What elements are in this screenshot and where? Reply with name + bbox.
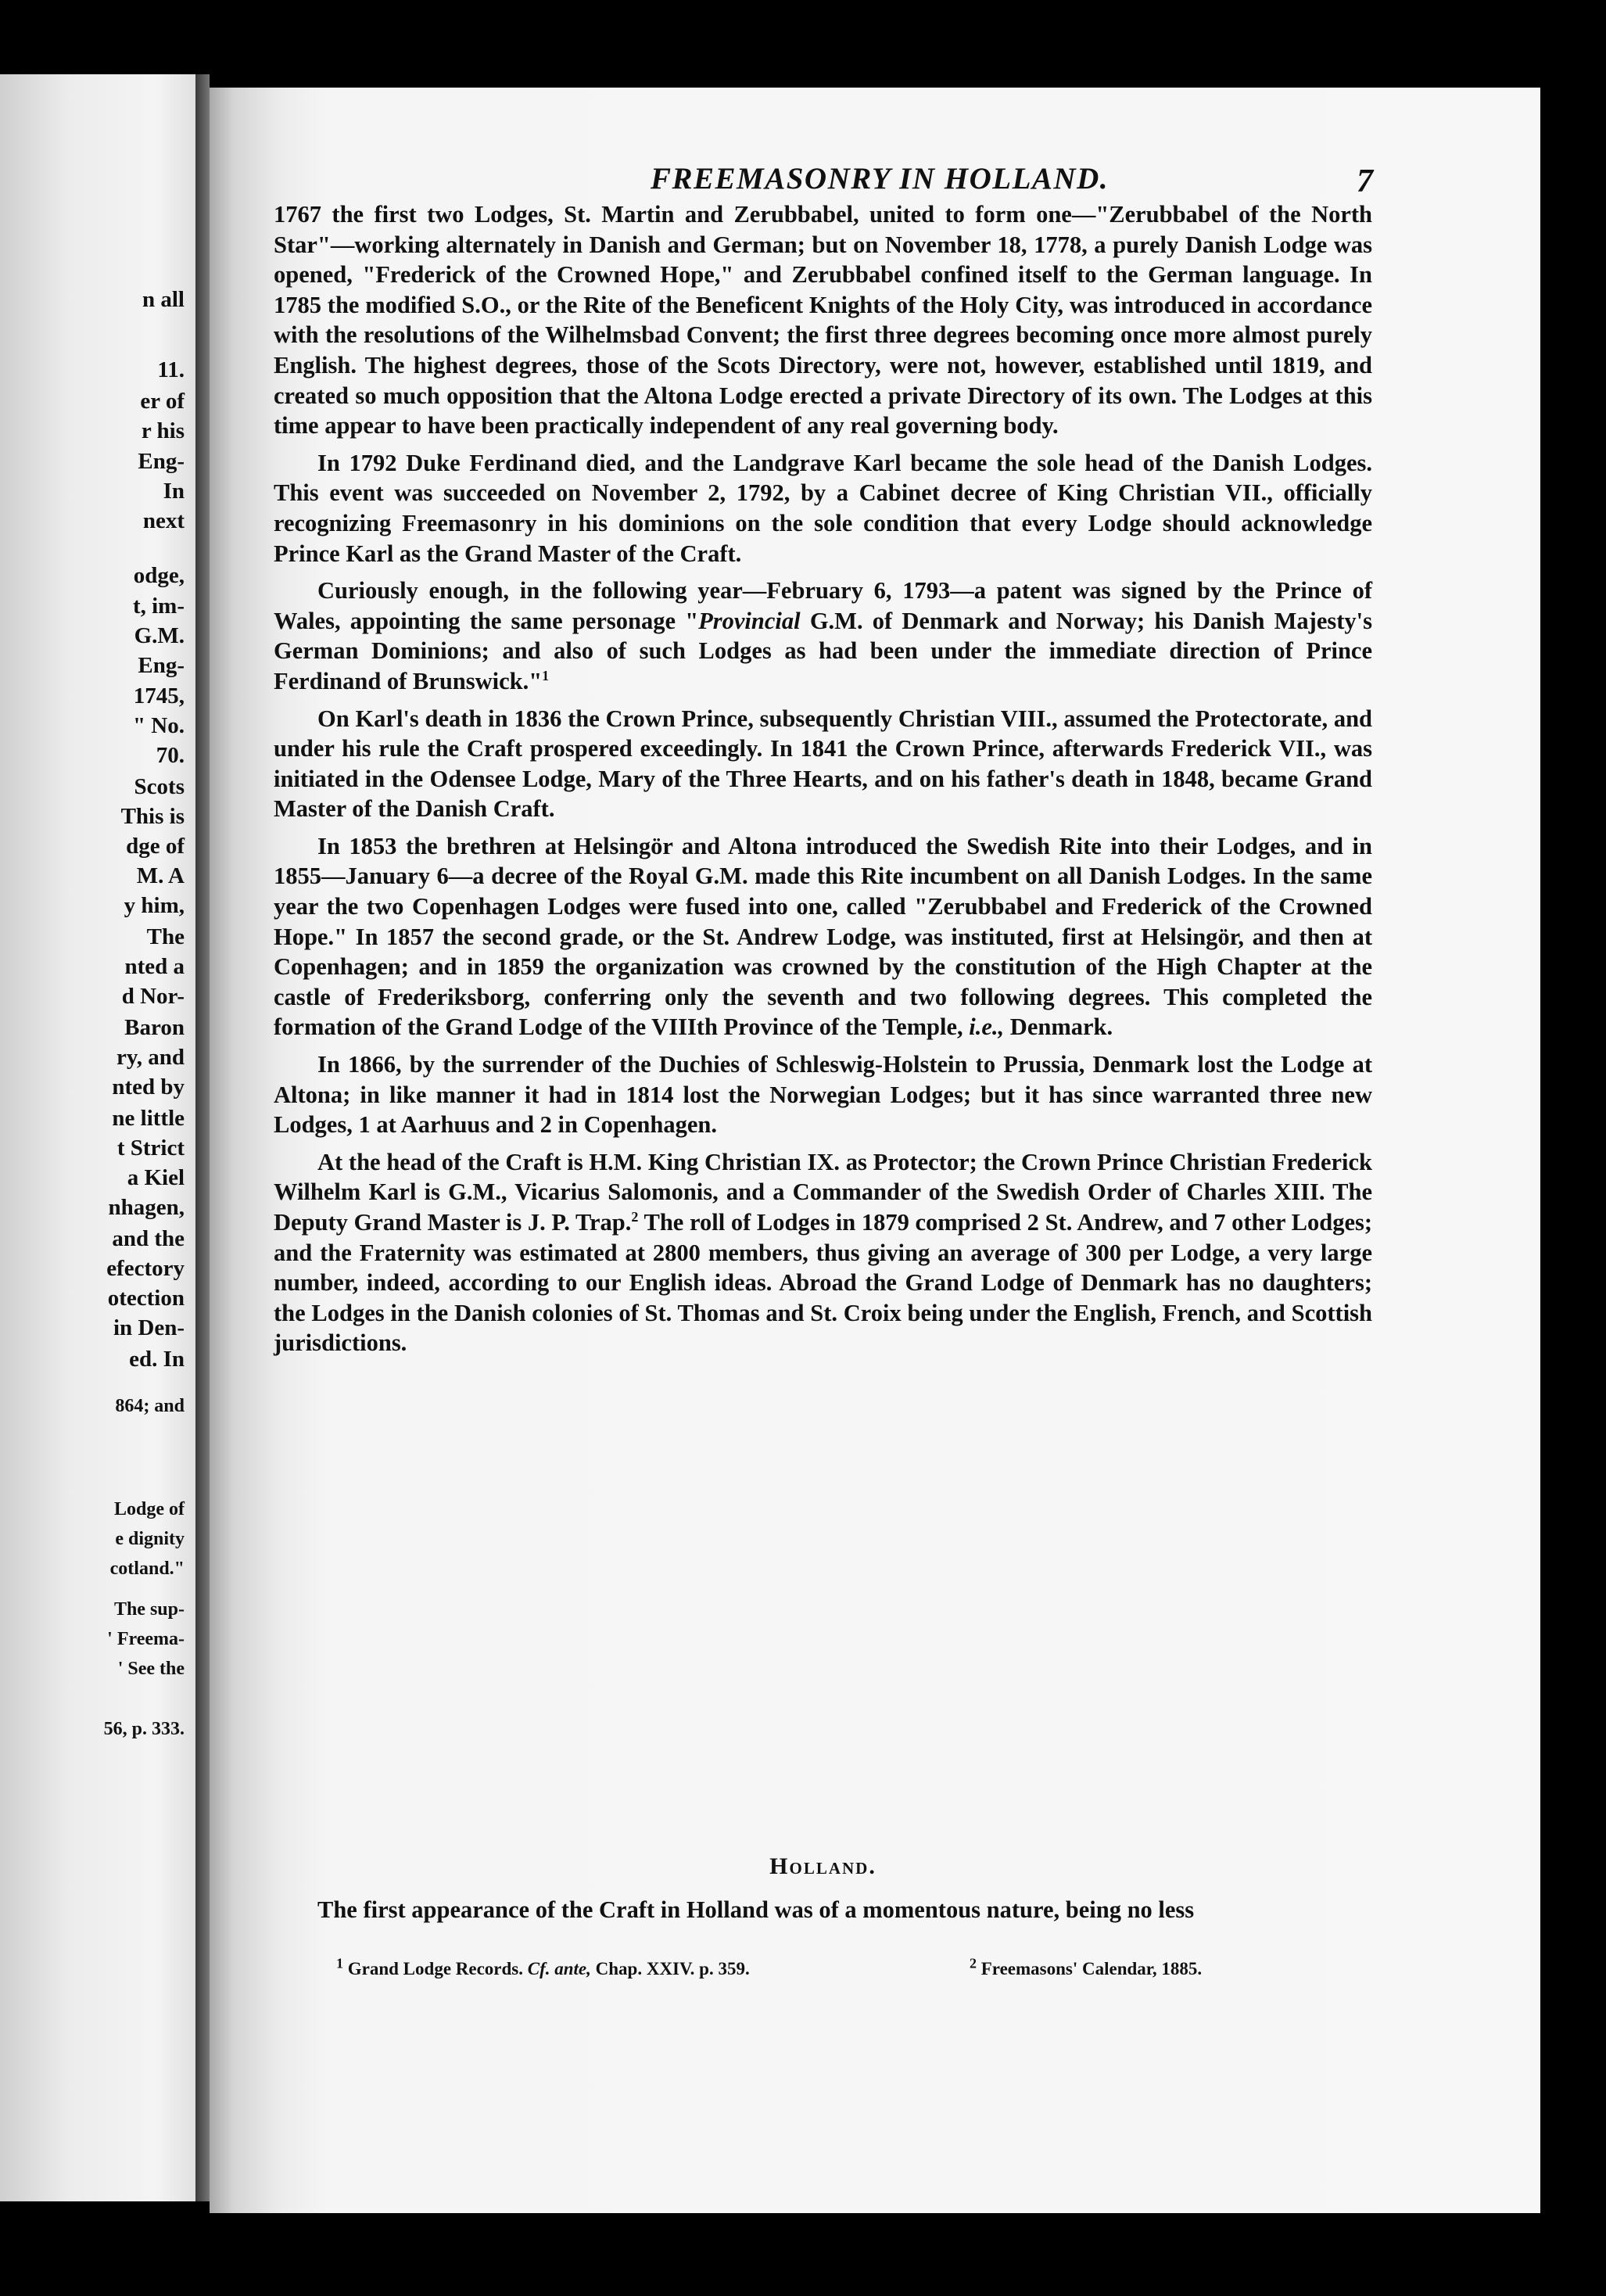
facing-page-fragment: Lodge of — [114, 1499, 185, 1519]
facing-page-fragment: efectory — [106, 1256, 185, 1281]
facing-page-fragment: ' Freema- — [107, 1629, 185, 1649]
facing-page-fragment: 11. — [157, 357, 185, 382]
facing-page-fragment: " No. — [132, 713, 185, 738]
book-gutter — [195, 74, 210, 2201]
facing-page-fragment: cotland." — [109, 1559, 185, 1579]
facing-page-fragment: next — [142, 508, 185, 533]
facing-page-fragment: 864; and — [115, 1396, 185, 1416]
paragraph-4: On Karl's death in 1836 the Crown Prince, subsequently Christian VIII., assumed the Protectorate, and under his rule the Craft prospered exceedingly. In 1841 the Crown Prince, afterwards Frederick VII., was initiated in the Odensee Lodge, Mary of the Three Hearts, and on his father's death in 1848, became Grand Master of the Danish Craft. — [274, 705, 1372, 823]
section-opening-line: The first appearance of the Craft in Holland was of a momentous nature, being no less — [317, 1896, 1195, 1923]
facing-page-fragment: In — [163, 479, 185, 504]
facing-page-fragment: otection — [107, 1286, 185, 1311]
running-head: FREEMASONRY IN HOLLAND. — [650, 162, 1110, 196]
page-number: 7 — [1357, 163, 1373, 199]
facing-page-fragment: ed. In — [129, 1347, 185, 1372]
facing-page-fragment: M. A — [136, 863, 185, 888]
facing-page-fragment: The sup- — [113, 1599, 185, 1620]
paragraph-1: 1767 the first two Lodges, St. Martin and Zerubbabel, united to form one—"Zerubbabel of the North Star"—working alternately in Danish and German; but on November 18, 1778, a purely Danish Lodge was opened, "Frederick of the Crowned Hope," and Zerubbabel confined itself to the German language. In 1785 the modified S.O., or the Rite of the Beneficent Knights of the Holy City, was introduced in accordance with the resolutions of the Wilhelmsbad Convent; the first three degrees becoming once more almost purely English. The highest degrees, those of the Scots Directory, were not, however, established until 1819, and created so much opposition that the Altona Lodge erected a private Directory of its own. The Lodges at this time appear to have been practically independent of any real governing body. — [274, 201, 1372, 439]
facing-page-fragment: G.M. — [134, 623, 185, 648]
footnote-ref-2[interactable]: 2 — [631, 1208, 639, 1225]
paragraph-2: In 1792 Duke Ferdinand died, and the Landgrave Karl became the sole head of the Danish Lodges. This event was succeeded on November 2, 1792, by a Cabinet decree of King Christian VII., officially recognizing Freemasonry in his dominions on the sole condition that every Lodge should acknowledge Prince Karl as the Grand Master of the Craft. — [274, 449, 1372, 567]
paragraph-5: In 1853 the brethren at Helsingör and Altona introduced the Swedish Rite into their Lodges, and in 1855—January 6—a decree of the Royal G.M. made this Rite incumbent on all Danish Lodges. In the same year the two Copenhagen Lodges were fused into one, called "Zerubbabel and Frederick of the Crowned Hope." In 1857 the second grade, or the St. Andrew Lodge, was instituted, first at Helsingör, and then at Copenhagen; and in 1859 the organization was crowned by the constitution of the High Chapter at the castle of Frederiksborg, conferring only the seventh and two following degrees. This completed the formation of the Grand Lodge of the VIIIth Province of the Temple, i.e., Denmark. — [274, 832, 1372, 1041]
facing-page-fragment: t Strict — [117, 1135, 185, 1161]
facing-page-fragment: 1745, — [133, 683, 185, 709]
facing-page-fragment: in Den- — [113, 1315, 185, 1340]
facing-page-fragment: odge, — [133, 563, 185, 588]
facing-page-fragment: a Kiel — [127, 1165, 185, 1190]
facing-page-fragment: nhagen, — [108, 1195, 185, 1220]
facing-page-fragment: y him, — [124, 893, 185, 918]
facing-page-fragment: n all — [142, 287, 185, 312]
facing-page-fragment: 56, p. 333. — [103, 1719, 185, 1739]
facing-page-fragment: er of — [140, 389, 185, 414]
paragraph-6: In 1866, by the surrender of the Duchies of Schleswig-Holstein to Prussia, Denmark lost the Lodge at Altona; in like manner it had in 1814 lost the Norwegian Lodges; but it has since warranted three new Lodges, 1 at Aarhuus and 2 in Copenhagen. — [274, 1051, 1372, 1139]
facing-page-fragment: ' See the — [117, 1659, 185, 1679]
footnote-1: $^1$ Grand Lodge Records. Cf. ante, Chap. XXIV. p. 359. — [336, 1955, 750, 1979]
facing-page-edge — [0, 74, 195, 2201]
facing-page-fragment: ne little — [112, 1106, 185, 1131]
italic-term: i.e., — [969, 1013, 1005, 1041]
facing-page-fragment: Baron — [124, 1015, 185, 1040]
facing-page-fragment: ry, and — [116, 1045, 185, 1070]
paragraph-3: Curiously enough, in the following year—February 6, 1793—a patent was signed by the Prince of Wales, appointing the same personage "Provincial G.M. of Denmark and Norway; his Danish Majesty's German Dominions; and also of such Lodges as had been under the immediate direction of Prince Ferdinand of Brunswick."$^1$ — [274, 577, 1372, 694]
body-text — [274, 199, 1372, 1365]
facing-page-fragment: The — [146, 924, 185, 949]
facing-page-fragment: This is — [120, 804, 185, 829]
facing-page-fragment: d Nor- — [121, 984, 185, 1009]
facing-page-fragment: Scots — [134, 774, 185, 799]
facing-page-fragment: Eng- — [138, 653, 185, 678]
facing-page-fragment: Eng- — [138, 449, 185, 474]
facing-page-fragment: nted by — [112, 1074, 185, 1100]
facing-page-fragment: e dignity — [115, 1529, 185, 1549]
facing-page-fragment: r his — [141, 418, 185, 443]
facing-page-fragment: nted a — [124, 954, 185, 979]
section-heading: Holland. — [769, 1853, 876, 1879]
italic-term: Provincial — [698, 607, 801, 634]
facing-page-fragment: 70. — [156, 743, 185, 768]
facing-page-fragment: dge of — [126, 834, 185, 859]
footnote-ref-1[interactable]: 1 — [542, 667, 550, 683]
paragraph-7: At the head of the Craft is H.M. King Christian IX. as Protector; the Crown Prince Christian Frederick Wilhelm Karl is G.M., Vicarius Salomonis, and a Commander of the Swedish Order of Charles XIII. The Deputy Grand Master is J. P. Trap.$^2$ The roll of Lodges in 1879 comprised 2 St. Andrew, and 7 other Lodges; and the Fraternity was estimated at 2800 members, thus giving an average of 300 per Lodge, a very large number, indeed, according to our English ideas. Abroad the Grand Lodge of Denmark has no daughters; the Lodges in the Danish colonies of St. Thomas and St. Croix being under the English, French, and Scottish jurisdictions. — [274, 1148, 1373, 1357]
facing-page-fragment: t, im- — [132, 594, 185, 619]
footnote-2: $^2$ Freemasons' Calendar, 1885. — [970, 1955, 1203, 1979]
facing-page-fragment: and the — [112, 1226, 185, 1251]
